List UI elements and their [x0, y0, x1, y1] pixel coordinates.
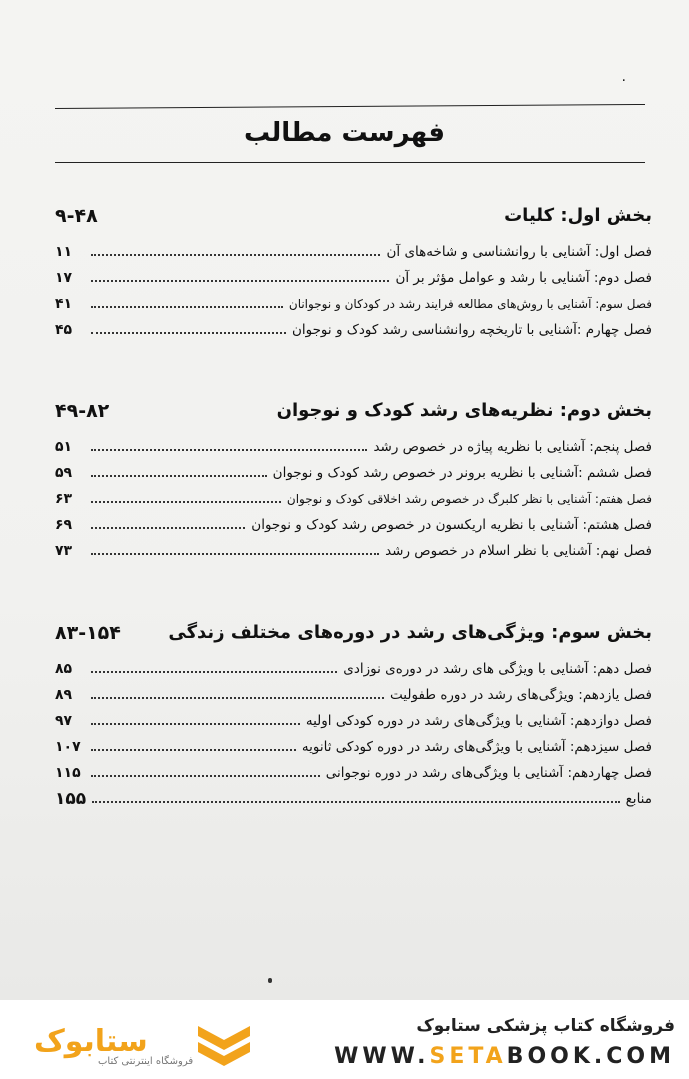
chapter-row[interactable] [55, 708, 652, 734]
chapter-title: فصل یازدهم: ویژگی‌های رشد در دوره طفولیت [390, 687, 652, 703]
dot-leader [91, 254, 380, 256]
chapter-title: فصل پنجم: آشنایی با نظریه پیاژه در خصوص رشد [373, 439, 652, 455]
dot-leader [91, 449, 367, 451]
chapter-title: فصل چهارم :آشنایی با تاریخچه روانشناسی رشد کودک و نوجوان [291, 322, 652, 338]
section-page-range: ۹-۴۸ [55, 205, 98, 227]
chapter-title: فصل سیزدهم: آشنایی با ویژگی‌های رشد در دوره کودکی ثانویه [301, 739, 652, 755]
chapter-row[interactable] [55, 265, 652, 291]
chapter-row[interactable] [55, 291, 652, 317]
store-name: فروشگاه کتاب پزشکی ستابوک [416, 1016, 675, 1036]
chevron-logo-icon [194, 1020, 254, 1066]
section-page-range: ۴۹-۸۲ [55, 400, 110, 422]
dot-leader [91, 697, 384, 699]
chapter-page: ۵۱ [55, 439, 73, 455]
chapter-title: فصل دهم: آشنایی با ویژگی های رشد در دوره‌ی نوزادی [343, 661, 652, 677]
title-rule [55, 162, 645, 163]
section-page-range: ۸۳-۱۵۴ [55, 622, 121, 644]
dot-leader [91, 749, 296, 751]
chapter-page: ۸۵ [55, 661, 73, 677]
chapter-row[interactable] [55, 486, 652, 512]
section-3 [55, 622, 652, 812]
chapter-page: ۶۳ [55, 491, 73, 507]
chapter-page: ۱۰۷ [55, 739, 81, 755]
chapter-title: فصل نهم: آشنایی با نظر اسلام در خصوص رشد [385, 543, 652, 559]
chapter-row[interactable] [55, 682, 652, 708]
logo-subtitle: فروشگاه اینترنتی کتاب [98, 1056, 194, 1067]
dot-leader [92, 801, 619, 803]
section-title: بخش دوم: نظریه‌های رشد کودک و نوجوان [276, 400, 652, 421]
chapter-list [55, 656, 652, 812]
section-title: بخش سوم: ویژگی‌های رشد در دوره‌های مختلف زندگی [168, 622, 652, 643]
chapter-row[interactable] [55, 512, 652, 538]
chapter-title: فصل دوازدهم: آشنایی با ویژگی‌های رشد در دوره کودکی اولیه [305, 713, 652, 729]
url-prefix: WWW. [334, 1044, 430, 1069]
chapter-title: فصل هفتم: آشنایی با نظر کلبرگ در خصوص رشد اخلاقی کودک و نوجوان [286, 492, 652, 506]
url-suffix: BOOK.COM [506, 1044, 675, 1069]
chapter-row[interactable] [55, 460, 652, 486]
chapter-title: فصل چهاردهم: آشنایی با ویژگی‌های رشد در دوره نوجوانی [325, 765, 652, 781]
chapter-row[interactable] [55, 786, 652, 812]
store-url[interactable] [334, 1044, 675, 1069]
dot-leader [91, 501, 281, 503]
chapter-row[interactable] [55, 538, 652, 564]
section-title: بخش اول: کلیات [504, 205, 652, 226]
chapter-list [55, 434, 652, 564]
chapter-title: فصل دوم: آشنایی با رشد و عوامل مؤثر بر آن [395, 270, 652, 286]
chapter-page: ۱۱ [55, 244, 73, 260]
chapter-page: ۴۱ [55, 296, 73, 312]
dot-leader [91, 280, 389, 282]
dot-leader [91, 671, 337, 673]
section-2 [55, 400, 652, 564]
store-footer [0, 1000, 689, 1079]
chapter-list [55, 239, 652, 343]
top-rule [55, 104, 645, 109]
dot-leader [91, 475, 267, 477]
dot-leader [91, 306, 283, 308]
dot-leader [91, 332, 286, 334]
dot-leader [91, 527, 245, 529]
chapter-page: ۱۱۵ [55, 765, 81, 781]
logo-wordmark: ستابوک [34, 1024, 148, 1059]
section-1 [55, 205, 652, 343]
chapter-page: ۶۹ [55, 517, 73, 533]
store-logo[interactable] [34, 1020, 274, 1070]
url-accent: SETA [429, 1044, 507, 1069]
chapter-row[interactable] [55, 239, 652, 265]
chapter-page: ۵۹ [55, 465, 73, 481]
chapter-title: فصل سوم: آشنایی با روش‌های مطالعه فرایند رشد در کودکان و نوجوانان [288, 297, 652, 311]
dot-leader [91, 775, 320, 777]
chapter-page: ۸۹ [55, 687, 73, 703]
chapter-title: فصل هشتم: آشنایی با نظریه اریکسون در خصوص رشد کودک و نوجوان [251, 517, 652, 533]
ink-speck [268, 978, 272, 983]
chapter-title: فصل اول: آشنایی با روانشناسی و شاخه‌های آن [386, 244, 652, 260]
chapter-row[interactable] [55, 656, 652, 682]
chapter-title: فصل ششم :آشنایی با نظریه برونر در خصوص رشد کودک و نوجوان [272, 465, 652, 481]
page-title: فهرست مطالب [244, 118, 445, 148]
chapter-page: ۱۷ [55, 270, 73, 286]
chapter-title: منابع [625, 791, 652, 807]
chapter-page: ۷۳ [55, 543, 73, 559]
chapter-page: ۱۵۵ [55, 789, 87, 809]
chapter-row[interactable] [55, 434, 652, 460]
chapter-row[interactable] [55, 317, 652, 343]
dot-leader [91, 553, 379, 555]
chapter-row[interactable] [55, 760, 652, 786]
page-number: ۰ [620, 72, 628, 88]
chapter-page: ۹۷ [55, 713, 73, 729]
chapter-page: ۴۵ [55, 322, 73, 338]
dot-leader [91, 723, 300, 725]
chapter-row[interactable] [55, 734, 652, 760]
